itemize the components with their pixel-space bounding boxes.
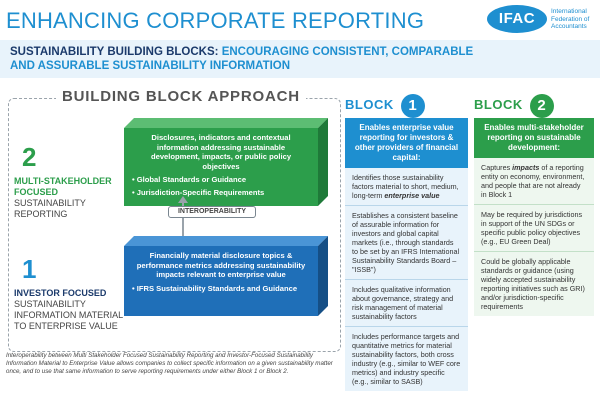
list-item: Could be globally applicable standards or guidance (using widely accepted sustainability reporting initiatives such as GRI) and/or jurisdiction-specific requirements — [481, 257, 585, 311]
block2-column-head: BLOCK 2 — [474, 92, 594, 118]
block2-badge: 2 — [530, 94, 554, 118]
block2-side-label: MULTI-STAKEHOLDER FOCUSED SUSTAINABILITY REPORTING — [14, 176, 112, 219]
subheader-lead: SUSTAINABILITY BUILDING BLOCKS: — [10, 46, 219, 58]
list-item: Captures impacts of a reporting entity on economy, environment, and people that are not already in Block 1 — [474, 158, 594, 205]
list-item: May be required by jurisdictions in support of the UN SDGs or specific public policy objectives (e.g., EU Green Deal) — [474, 205, 594, 252]
block1-number: 1 — [22, 254, 37, 284]
list-item: Establishes a consistent baseline of assurable information for investors and global capital markets (i.e., through standards to be set by an IFRS International Sustainability Standards Board – "ISSB") — [345, 206, 468, 280]
block2-cube — [124, 118, 328, 206]
footnote: Interoperability between Multi Stakeholder Focused Sustainability Reporting and Investor-Focused Sustainability Information Material to Enterprise Value allows companies to collect specific information on a given sustainability matter once, and to use that same information to serve reporting requirements under either Block 1 or Block 2. — [6, 352, 333, 375]
block1-side-label: INVESTOR FOCUSED SUSTAINABILITY INFORMATION MATERIAL TO ENTERPRISE VALUE — [14, 288, 124, 331]
cube-side-face — [318, 118, 328, 206]
block1-badge: 1 — [401, 94, 425, 118]
block2-list — [474, 158, 594, 316]
block2-bullet-global: • Global Standards or Guidance — [132, 175, 247, 184]
block1-cube-front — [124, 246, 318, 316]
block2-banner: Enables multi-stakeholder reporting on sustainable development: — [474, 118, 594, 158]
block2-cube-front — [124, 128, 318, 206]
subheader-rest: ENCOURAGING CONSISTENT, COMPARABLE — [221, 46, 474, 58]
building-block-title: BUILDING BLOCK APPROACH — [56, 88, 306, 105]
subheader-banner — [0, 40, 600, 78]
block2-column — [474, 92, 594, 316]
block1-cube — [124, 236, 328, 316]
ifac-logo[interactable] — [487, 3, 597, 37]
interoperability-label: INTEROPERABILITY — [168, 206, 256, 218]
subheader-line-2: AND ASSURABLE SUSTAINABILITY INFORMATION — [10, 60, 291, 72]
block1-bullet-ifrs: • IFRS Sustainability Standards and Guidance — [132, 283, 298, 293]
cube-top-face — [124, 118, 328, 128]
cube-top-face — [124, 236, 328, 246]
page-title: ENHANCING CORPORATE REPORTING — [6, 8, 425, 33]
block1-banner: Enables enterprise value reporting for investors & other providers of financial capital: — [345, 118, 468, 168]
subheader-line-1 — [10, 45, 590, 59]
list-item: Identifies those sustainability factors material to short, medium, long-term enterprise value — [345, 168, 468, 206]
cube-side-face — [318, 236, 328, 316]
block2-cube-heading: Disclosures, indicators and contextual information addressing sustainable development, impacts, or public policy objectives — [150, 133, 292, 171]
block1-cube-heading: Financially material disclosure topics & performance metrics addressing sustainability impacts relevant to enterprise value — [136, 251, 306, 279]
list-item: Includes qualitative information about governance, strategy and risk management of material sustainability factors — [345, 280, 468, 327]
block1-column-head: BLOCK 1 — [345, 92, 468, 118]
block1-column — [345, 92, 468, 391]
logo-text: International Federation of Accountants — [551, 8, 590, 30]
list-item: Includes performance targets and quantitative metrics for material sustainability factors, both cross industry (e.g., similar to WEF core metrics) and industry specific (e.g., similar to SASB) — [352, 332, 461, 386]
logo-abbreviation: IFAC — [487, 5, 547, 33]
block2-bullet-jurisdiction: • Jurisdiction-Specific Requirements — [132, 187, 265, 197]
block2-number: 2 — [22, 142, 37, 172]
block1-list — [345, 168, 468, 391]
